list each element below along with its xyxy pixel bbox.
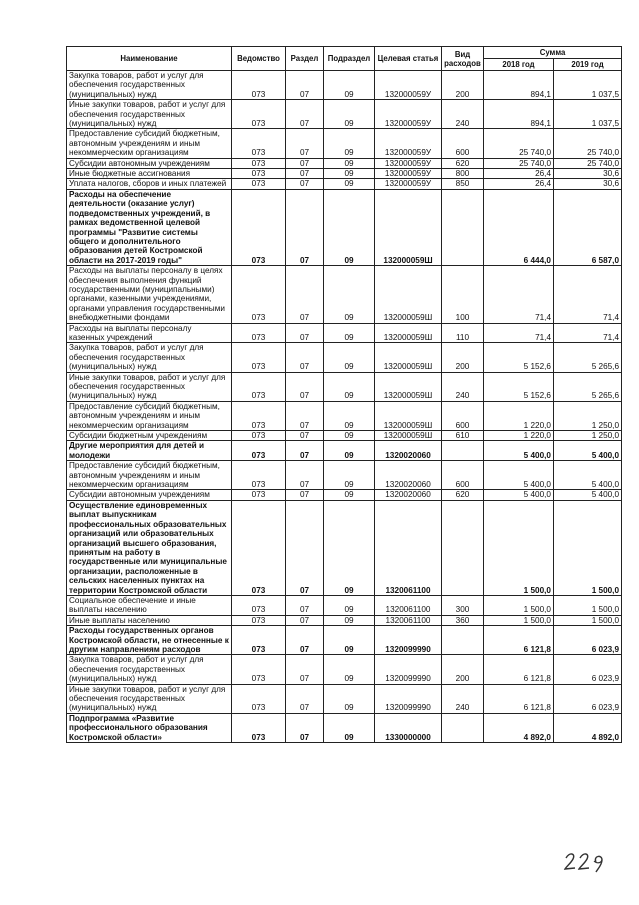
row-vedomstvo-cell: 073 <box>232 615 286 625</box>
row-sum-2018-cell: 5 152,6 <box>484 372 554 401</box>
row-sum-2019-cell: 71,4 <box>554 266 622 323</box>
row-name-cell: Закупка товаров, работ и услуг для обеспечения государственных (муниципальных) нужд <box>67 655 232 684</box>
row-razdel-cell: 07 <box>286 266 324 323</box>
row-vedomstvo-cell: 073 <box>232 372 286 401</box>
row-razdel-cell: 07 <box>286 71 324 100</box>
row-vedomstvo-cell: 073 <box>232 179 286 189</box>
row-vid-cell: 610 <box>442 431 484 441</box>
row-sum-2019-cell: 1 037,5 <box>554 71 622 100</box>
row-vedomstvo-cell: 073 <box>232 343 286 372</box>
row-statya-cell: 132000059Ш <box>375 189 442 265</box>
row-vedomstvo-cell: 073 <box>232 401 286 430</box>
row-vedomstvo-cell: 073 <box>232 100 286 129</box>
row-vid-cell: 200 <box>442 71 484 100</box>
row-razdel-cell: 07 <box>286 431 324 441</box>
table-row <box>67 129 622 158</box>
row-sum-2019-cell: 5 400,0 <box>554 441 622 461</box>
row-podrazdel-cell: 09 <box>324 615 375 625</box>
row-sum-2019-cell: 71,4 <box>554 323 622 343</box>
table-row <box>67 179 622 189</box>
col-header-razdel: Раздел <box>286 47 324 71</box>
row-sum-2018-cell: 25 740,0 <box>484 129 554 158</box>
row-podrazdel-cell: 09 <box>324 129 375 158</box>
handwritten-page-number <box>560 848 620 874</box>
row-vedomstvo-cell: 073 <box>232 169 286 179</box>
row-vid-cell <box>442 713 484 742</box>
row-statya-cell: 132000059Ш <box>375 431 442 441</box>
row-sum-2019-cell: 6 587,0 <box>554 189 622 265</box>
row-name-cell: Предоставление субсидий бюджетным, автономным учреждениям и иным некоммерческим организациям <box>67 401 232 430</box>
row-statya-cell: 1330000000 <box>375 713 442 742</box>
row-name-cell: Субсидии бюджетным учреждениям <box>67 431 232 441</box>
table-row <box>67 684 622 713</box>
table-header <box>67 47 622 71</box>
col-header-2018: 2018 год <box>484 59 554 71</box>
row-razdel-cell: 07 <box>286 100 324 129</box>
row-sum-2018-cell: 26,4 <box>484 179 554 189</box>
row-statya-cell: 1320020060 <box>375 441 442 461</box>
row-sum-2018-cell: 5 400,0 <box>484 441 554 461</box>
row-name-cell: Другие мероприятия для детей и молодежи <box>67 441 232 461</box>
col-header-vid: Вид расходов <box>442 47 484 71</box>
row-razdel-cell: 07 <box>286 372 324 401</box>
row-podrazdel-cell: 09 <box>324 461 375 490</box>
row-podrazdel-cell: 09 <box>324 100 375 129</box>
row-statya-cell: 1320061100 <box>375 500 442 595</box>
row-name-cell: Предоставление субсидий бюджетным, автономным учреждениям и иным некоммерческим организациям <box>67 461 232 490</box>
row-vid-cell: 300 <box>442 595 484 615</box>
row-sum-2018-cell: 6 444,0 <box>484 189 554 265</box>
table-row <box>67 401 622 430</box>
row-vid-cell: 110 <box>442 323 484 343</box>
col-header-summa: Сумма <box>484 47 622 59</box>
row-vid-cell: 240 <box>442 100 484 129</box>
row-podrazdel-cell: 09 <box>324 169 375 179</box>
row-statya-cell: 132000059У <box>375 169 442 179</box>
row-name-cell: Расходы на выплаты персоналу в целях обеспечения выполнения функций государственными (муниципальными) органами, казенными учреждениями, органами управления государственными внебюджетными фондами <box>67 266 232 323</box>
row-statya-cell: 132000059Ш <box>375 372 442 401</box>
row-vedomstvo-cell: 073 <box>232 500 286 595</box>
row-vid-cell: 360 <box>442 615 484 625</box>
row-name-cell: Социальное обеспечение и иные выплаты населению <box>67 595 232 615</box>
col-header-2019: 2019 год <box>554 59 622 71</box>
row-podrazdel-cell: 09 <box>324 595 375 615</box>
table-row <box>67 441 622 461</box>
row-razdel-cell: 07 <box>286 490 324 500</box>
row-vedomstvo-cell: 073 <box>232 490 286 500</box>
row-name-cell: Иные выплаты населению <box>67 615 232 625</box>
row-statya-cell: 132000059Ш <box>375 401 442 430</box>
row-vid-cell: 600 <box>442 129 484 158</box>
table-row <box>67 71 622 100</box>
row-statya-cell: 132000059У <box>375 100 442 129</box>
table-row <box>67 595 622 615</box>
table-row <box>67 626 622 655</box>
row-sum-2019-cell: 5 400,0 <box>554 461 622 490</box>
row-sum-2019-cell: 1 500,0 <box>554 500 622 595</box>
row-sum-2018-cell: 1 500,0 <box>484 500 554 595</box>
row-sum-2018-cell: 1 500,0 <box>484 615 554 625</box>
row-vedomstvo-cell: 073 <box>232 595 286 615</box>
row-statya-cell: 132000059Ш <box>375 343 442 372</box>
row-vedomstvo-cell: 073 <box>232 323 286 343</box>
row-vid-cell: 600 <box>442 461 484 490</box>
row-vedomstvo-cell: 073 <box>232 266 286 323</box>
row-razdel-cell: 07 <box>286 713 324 742</box>
table-row <box>67 713 622 742</box>
table-row <box>67 615 622 625</box>
table-row <box>67 655 622 684</box>
row-vid-cell <box>442 441 484 461</box>
row-sum-2019-cell: 5 265,6 <box>554 372 622 401</box>
row-sum-2019-cell: 6 023,9 <box>554 684 622 713</box>
row-podrazdel-cell: 09 <box>324 441 375 461</box>
row-vedomstvo-cell: 073 <box>232 655 286 684</box>
row-name-cell: Закупка товаров, работ и услуг для обеспечения государственных (муниципальных) нужд <box>67 71 232 100</box>
row-podrazdel-cell: 09 <box>324 401 375 430</box>
row-name-cell: Иные бюджетные ассигнования <box>67 169 232 179</box>
row-sum-2018-cell: 71,4 <box>484 266 554 323</box>
col-header-vedomstvo: Ведомство <box>232 47 286 71</box>
row-razdel-cell: 07 <box>286 441 324 461</box>
row-vedomstvo-cell: 073 <box>232 158 286 168</box>
row-statya-cell: 1320061100 <box>375 615 442 625</box>
row-razdel-cell: 07 <box>286 179 324 189</box>
row-vid-cell <box>442 626 484 655</box>
row-razdel-cell: 07 <box>286 595 324 615</box>
row-vedomstvo-cell: 073 <box>232 441 286 461</box>
table-row <box>67 343 622 372</box>
row-podrazdel-cell: 09 <box>324 323 375 343</box>
row-podrazdel-cell: 09 <box>324 684 375 713</box>
table-row <box>67 372 622 401</box>
row-statya-cell: 1320099990 <box>375 684 442 713</box>
row-podrazdel-cell: 09 <box>324 713 375 742</box>
row-vedomstvo-cell: 073 <box>232 626 286 655</box>
row-vedomstvo-cell: 073 <box>232 461 286 490</box>
row-vid-cell: 200 <box>442 343 484 372</box>
row-vedomstvo-cell: 073 <box>232 129 286 158</box>
row-vid-cell <box>442 500 484 595</box>
row-sum-2018-cell: 6 121,8 <box>484 655 554 684</box>
row-sum-2018-cell: 5 400,0 <box>484 461 554 490</box>
row-sum-2018-cell: 6 121,8 <box>484 684 554 713</box>
row-name-cell: Предоставление субсидий бюджетным, автономным учреждениям и иным некоммерческим организациям <box>67 129 232 158</box>
row-sum-2018-cell: 1 220,0 <box>484 401 554 430</box>
row-vid-cell <box>442 189 484 265</box>
row-vid-cell: 620 <box>442 158 484 168</box>
row-podrazdel-cell: 09 <box>324 189 375 265</box>
row-vid-cell: 240 <box>442 684 484 713</box>
row-name-cell: Уплата налогов, сборов и иных платежей <box>67 179 232 189</box>
row-sum-2019-cell: 1 500,0 <box>554 615 622 625</box>
row-name-cell: Субсидии автономным учреждениям <box>67 158 232 168</box>
row-sum-2018-cell: 6 121,8 <box>484 626 554 655</box>
row-sum-2019-cell: 30,6 <box>554 169 622 179</box>
row-vedomstvo-cell: 073 <box>232 431 286 441</box>
row-name-cell: Субсидии автономным учреждениям <box>67 490 232 500</box>
row-name-cell: Осуществление единовременных выплат выпускникам профессиональных образовательных организаций или образовательных организаций высшего образования, принятым на работу в государственные или муниципальные организации, расположенные в сельских населенных пунктах на территории Костромской области <box>67 500 232 595</box>
row-statya-cell: 1320020060 <box>375 490 442 500</box>
row-statya-cell: 1320099990 <box>375 655 442 684</box>
row-podrazdel-cell: 09 <box>324 372 375 401</box>
row-name-cell: Закупка товаров, работ и услуг для обеспечения государственных (муниципальных) нужд <box>67 343 232 372</box>
row-name-cell: Иные закупки товаров, работ и услуг для обеспечения государственных (муниципальных) нужд <box>67 372 232 401</box>
table-row <box>67 100 622 129</box>
row-sum-2018-cell: 5 152,6 <box>484 343 554 372</box>
col-header-podrazdel: Подраздел <box>324 47 375 71</box>
row-podrazdel-cell: 09 <box>324 71 375 100</box>
row-razdel-cell: 07 <box>286 323 324 343</box>
row-statya-cell: 132000059Ш <box>375 266 442 323</box>
row-sum-2018-cell: 71,4 <box>484 323 554 343</box>
row-sum-2019-cell: 30,6 <box>554 179 622 189</box>
row-razdel-cell: 07 <box>286 401 324 430</box>
row-vid-cell: 240 <box>442 372 484 401</box>
row-sum-2019-cell: 4 892,0 <box>554 713 622 742</box>
row-razdel-cell: 07 <box>286 684 324 713</box>
row-vid-cell: 200 <box>442 655 484 684</box>
row-name-cell: Расходы на обеспечение деятельности (оказание услуг) подведомственных учреждений, в рамках ведомственной целевой программы "Развитие системы общего и дополнительного образования детей Костромской области на 2017-2019 годы" <box>67 189 232 265</box>
row-sum-2019-cell: 1 250,0 <box>554 431 622 441</box>
row-sum-2019-cell: 5 265,6 <box>554 343 622 372</box>
row-name-cell: Расходы на выплаты персоналу казенных учреждений <box>67 323 232 343</box>
row-statya-cell: 132000059Ш <box>375 323 442 343</box>
row-sum-2018-cell: 894,1 <box>484 100 554 129</box>
row-name-cell: Расходы государственных органов Костромской области, не отнесенные к другим направлениям расходов <box>67 626 232 655</box>
table-row <box>67 490 622 500</box>
row-sum-2018-cell: 1 220,0 <box>484 431 554 441</box>
row-sum-2018-cell: 25 740,0 <box>484 158 554 168</box>
row-statya-cell: 1320099990 <box>375 626 442 655</box>
row-razdel-cell: 07 <box>286 461 324 490</box>
row-podrazdel-cell: 09 <box>324 179 375 189</box>
row-vid-cell: 800 <box>442 169 484 179</box>
row-sum-2019-cell: 1 500,0 <box>554 595 622 615</box>
row-sum-2019-cell: 25 740,0 <box>554 129 622 158</box>
row-podrazdel-cell: 09 <box>324 655 375 684</box>
row-statya-cell: 132000059У <box>375 158 442 168</box>
row-name-cell: Иные закупки товаров, работ и услуг для обеспечения государственных (муниципальных) нужд <box>67 100 232 129</box>
row-sum-2019-cell: 6 023,9 <box>554 655 622 684</box>
row-statya-cell: 1320020060 <box>375 461 442 490</box>
row-statya-cell: 1320061100 <box>375 595 442 615</box>
table-row <box>67 169 622 179</box>
table-row <box>67 431 622 441</box>
row-vedomstvo-cell: 073 <box>232 684 286 713</box>
row-razdel-cell: 07 <box>286 169 324 179</box>
row-vid-cell: 100 <box>442 266 484 323</box>
row-statya-cell: 132000059У <box>375 71 442 100</box>
col-header-statya: Целевая статья <box>375 47 442 71</box>
row-sum-2018-cell: 894,1 <box>484 71 554 100</box>
table-row <box>67 500 622 595</box>
row-podrazdel-cell: 09 <box>324 266 375 323</box>
row-sum-2019-cell: 25 740,0 <box>554 158 622 168</box>
row-podrazdel-cell: 09 <box>324 500 375 595</box>
row-name-cell: Подпрограмма «Развитие профессионального образования Костромской области» <box>67 713 232 742</box>
row-vedomstvo-cell: 073 <box>232 71 286 100</box>
row-vedomstvo-cell: 073 <box>232 189 286 265</box>
row-vid-cell: 620 <box>442 490 484 500</box>
table-row <box>67 461 622 490</box>
row-razdel-cell: 07 <box>286 626 324 655</box>
table-row <box>67 266 622 323</box>
row-name-cell: Иные закупки товаров, работ и услуг для обеспечения государственных (муниципальных) нужд <box>67 684 232 713</box>
row-podrazdel-cell: 09 <box>324 490 375 500</box>
row-sum-2018-cell: 5 400,0 <box>484 490 554 500</box>
row-podrazdel-cell: 09 <box>324 626 375 655</box>
row-razdel-cell: 07 <box>286 615 324 625</box>
row-statya-cell: 132000059У <box>375 129 442 158</box>
budget-table <box>66 46 622 743</box>
col-header-name: Наименование <box>67 47 232 71</box>
row-vid-cell: 850 <box>442 179 484 189</box>
row-podrazdel-cell: 09 <box>324 158 375 168</box>
table-body <box>67 71 622 743</box>
row-statya-cell: 132000059У <box>375 179 442 189</box>
row-razdel-cell: 07 <box>286 343 324 372</box>
row-sum-2019-cell: 5 400,0 <box>554 490 622 500</box>
table-row <box>67 189 622 265</box>
row-sum-2018-cell: 1 500,0 <box>484 595 554 615</box>
row-sum-2019-cell: 1 037,5 <box>554 100 622 129</box>
row-razdel-cell: 07 <box>286 129 324 158</box>
table-row <box>67 323 622 343</box>
row-podrazdel-cell: 09 <box>324 343 375 372</box>
table-row <box>67 158 622 168</box>
row-sum-2019-cell: 6 023,9 <box>554 626 622 655</box>
row-razdel-cell: 07 <box>286 500 324 595</box>
row-sum-2019-cell: 1 250,0 <box>554 401 622 430</box>
row-razdel-cell: 07 <box>286 189 324 265</box>
row-vedomstvo-cell: 073 <box>232 713 286 742</box>
row-sum-2018-cell: 26,4 <box>484 169 554 179</box>
row-vid-cell: 600 <box>442 401 484 430</box>
row-podrazdel-cell: 09 <box>324 431 375 441</box>
row-sum-2018-cell: 4 892,0 <box>484 713 554 742</box>
row-razdel-cell: 07 <box>286 158 324 168</box>
row-razdel-cell: 07 <box>286 655 324 684</box>
